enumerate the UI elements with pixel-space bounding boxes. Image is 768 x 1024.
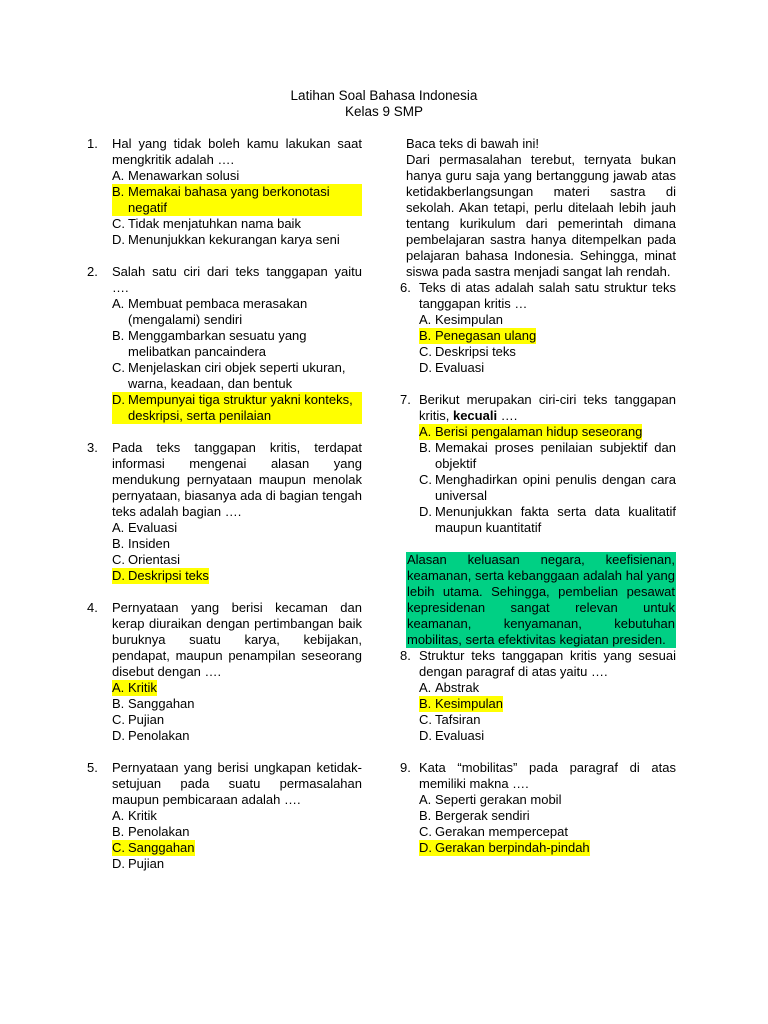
reading-passage: Dari permasalahan terebut, ternyata bukan hanya guru saja yang bertanggung jawab atas ketidakberlangsungan materi sastra di sekolah. Akan tetapi, perlu ditelaah lebih jauh tentang kurikulum dari pemerintah dimana pembelajaran sastra hanya ditempelkan pada pelajaran bahasa Indonesia. Sehingga, minat siswa pada sastra menjadi sangat lah rendah. bbox=[406, 152, 676, 279]
question-stem: Pada teks tanggapan kritis, terdapat informasi mengenai alasan yang mendukung pernyataan maupun menolak pernyataan, biasanya ada di bagian tengah teks adalah bagian …. bbox=[112, 440, 362, 519]
option-d: D. Evaluasi bbox=[419, 360, 485, 375]
option-b-answer: B. Penegasan ulang bbox=[419, 328, 537, 343]
option-c: C. Deskripsi teks bbox=[419, 344, 516, 359]
page-title: Latihan Soal Bahasa Indonesia bbox=[290, 88, 478, 103]
question-number: 3. bbox=[87, 440, 98, 455]
question-number: 6. bbox=[400, 280, 411, 295]
question-stem: Teks di atas adalah salah satu struktur teks tanggapan kritis … bbox=[419, 280, 676, 311]
question-6 bbox=[400, 280, 676, 376]
question-stem: Salah satu ciri dari teks tanggapan yaitu …. bbox=[112, 264, 362, 295]
option-c: C. Tidak menjatuhkan nama baik bbox=[112, 216, 301, 231]
question-3 bbox=[87, 440, 362, 584]
option-b: B. Bergerak sendiri bbox=[419, 808, 530, 823]
question-4 bbox=[87, 600, 362, 744]
question-stem: Struktur teks tanggapan kritis yang sesuai dengan paragraf di atas yaitu …. bbox=[419, 648, 676, 679]
option-d-answer: D. Mempunyai tiga struktur yakni konteks, deskripsi, serta penilaian bbox=[112, 392, 362, 424]
option-c: C. Menjelaskan ciri objek seperti ukuran, warna, keadaan, dan bentuk bbox=[112, 360, 346, 391]
left-column bbox=[87, 136, 362, 872]
option-b: B. Memakai proses penilaian subjektif dan objektif bbox=[419, 440, 676, 471]
question-stem: Hal yang tidak boleh kamu lakukan saat mengkritik adalah …. bbox=[112, 136, 362, 167]
option-d: D. Evaluasi bbox=[419, 728, 485, 743]
option-c-answer: C. Sanggahan bbox=[112, 840, 195, 855]
question-9 bbox=[400, 760, 676, 856]
question-stem: Berikut merupakan ciri-ciri teks tanggapan kritis, kecuali …. bbox=[419, 392, 676, 423]
question-number: 2. bbox=[87, 264, 98, 279]
question-number: 1. bbox=[87, 136, 98, 151]
question-number: 9. bbox=[400, 760, 411, 775]
option-a-answer: A. Kritik bbox=[112, 680, 157, 695]
option-b: B. Penolakan bbox=[112, 824, 190, 839]
option-a: A. Abstrak bbox=[419, 680, 480, 695]
option-a: A. Seperti gerakan mobil bbox=[419, 792, 562, 807]
question-1 bbox=[87, 136, 362, 248]
option-d: D. Pujian bbox=[112, 856, 165, 871]
question-stem: Pernyataan yang berisi ungkapan ketidak-setujuan pada suatu permasalahan maupun pembicaraan adalah …. bbox=[112, 760, 362, 807]
option-d: D. Menunjukkan fakta serta data kualitatif maupun kuantitatif bbox=[419, 504, 676, 535]
page-subtitle: Kelas 9 SMP bbox=[344, 104, 424, 119]
option-b: B. Sanggahan bbox=[112, 696, 195, 711]
option-a: A. Kesimpulan bbox=[419, 312, 503, 327]
question-8 bbox=[400, 648, 676, 744]
question-7 bbox=[400, 392, 676, 536]
option-d-answer: D. Deskripsi teks bbox=[112, 568, 209, 583]
option-d: D. Menunjukkan kekurangan karya seni bbox=[112, 232, 340, 247]
question-5 bbox=[87, 760, 362, 872]
option-c: C. Gerakan mempercepat bbox=[419, 824, 568, 839]
right-column bbox=[400, 136, 676, 856]
option-d: D. Penolakan bbox=[112, 728, 190, 743]
question-number: 4. bbox=[87, 600, 98, 615]
option-a-answer: A. Berisi pengalaman hidup seseorang bbox=[419, 424, 643, 439]
question-stem: Pernyataan yang berisi kecaman dan kerap diuraikan dengan pertimbangan baik buruknya suatu karya, kebijakan, pendapat, maupun penampilan seseorang disebut dengan …. bbox=[112, 600, 362, 679]
option-b: B. Menggambarkan sesuatu yang melibatkan pancaindera bbox=[112, 328, 307, 359]
question-number: 8. bbox=[400, 648, 411, 663]
option-a: A. Evaluasi bbox=[112, 520, 178, 535]
option-a: A. Kritik bbox=[112, 808, 157, 823]
option-d-answer: D. Gerakan berpindah-pindah bbox=[419, 840, 590, 855]
option-a: A. Membuat pembaca merasakan (mengalami) sendiri bbox=[112, 296, 308, 327]
question-number: 7. bbox=[400, 392, 411, 407]
option-b: B. Insiden bbox=[112, 536, 170, 551]
option-c: C. Tafsiran bbox=[419, 712, 481, 727]
option-b-answer: B. Kesimpulan bbox=[419, 696, 503, 711]
question-number: 5. bbox=[87, 760, 98, 775]
option-c: C. Menghadirkan opini penulis dengan cara universal bbox=[419, 472, 676, 503]
option-b-answer: B. Memakai bahasa yang berkonotasi negatif bbox=[112, 184, 362, 216]
question-2 bbox=[87, 264, 362, 424]
option-a: A. Menawarkan solusi bbox=[112, 168, 240, 183]
question-stem: Kata “mobilitas” pada paragraf di atas memiliki makna …. bbox=[419, 760, 676, 791]
reading-instruction: Baca teks di bawah ini! bbox=[406, 136, 539, 151]
keyword-except: kecuali bbox=[452, 408, 498, 423]
highlighted-paragraph: Alasan keluasan negara, keefisienan, keamanan, serta kebanggaan adalah hal yang lebih utama. Sehingga, pembelian pesawat kepresidenan sangat relevan untuk keamanan, kenyamanan, kebutuhan mobilitas, serta efektivitas kegiatan presiden. bbox=[407, 552, 675, 647]
option-c: C. Pujian bbox=[112, 712, 165, 727]
option-c: C. Orientasi bbox=[112, 552, 181, 567]
